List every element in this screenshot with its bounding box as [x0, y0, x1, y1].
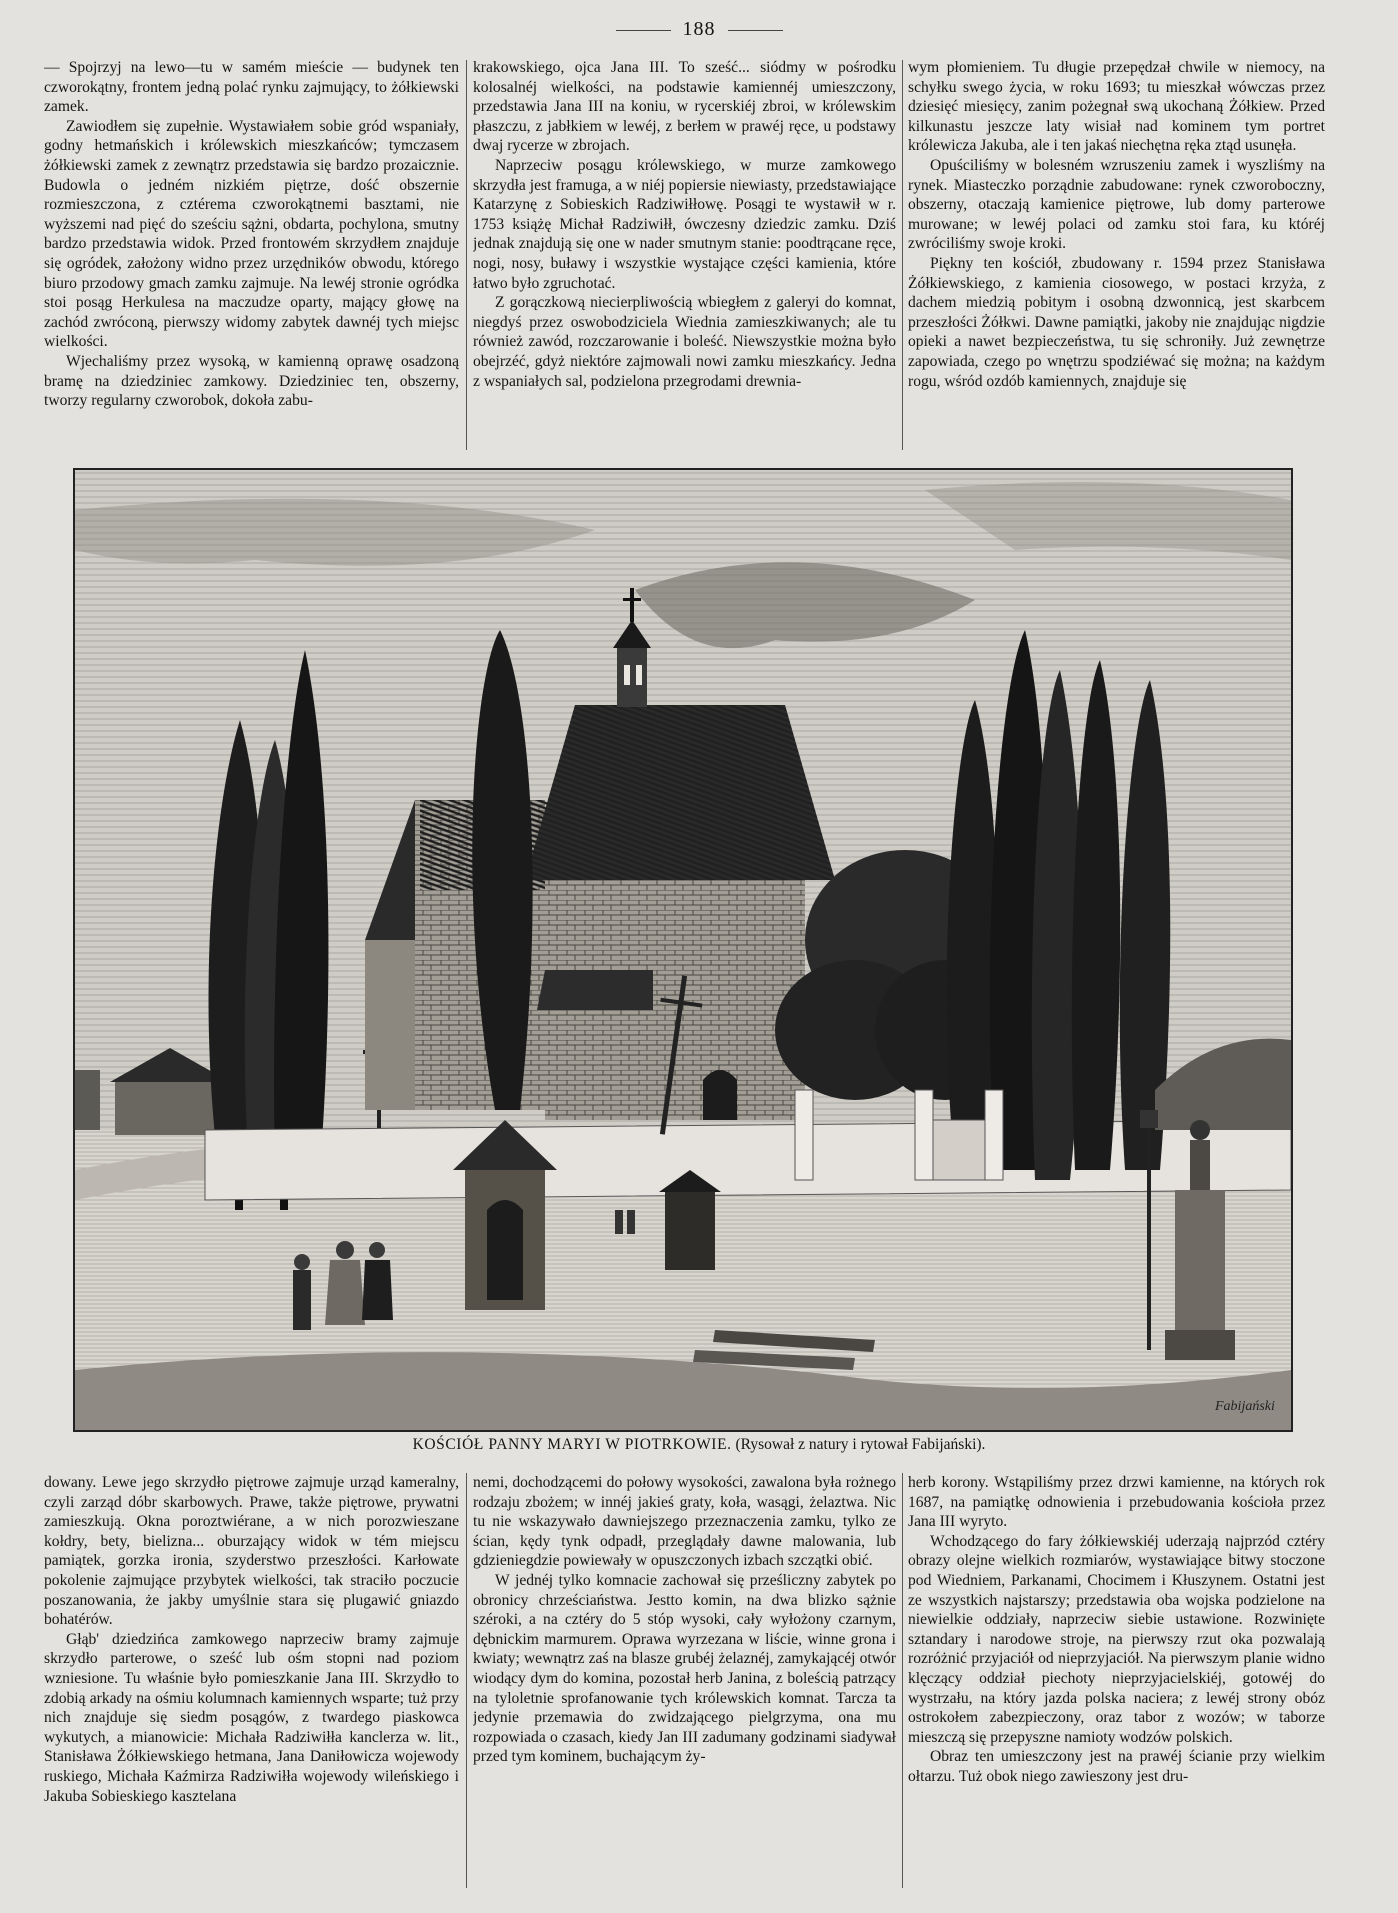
paragraph: dowany. Lewe jego skrzydło piętrowe zajmuje urząd kameralny, czyli zarząd dóbr skarbowych. Prawe, także piętrowe, prywatni zamieszkują. Okna poroztwiérane, a w nich porozwieszane kołdry, bety, bielizna... oburzający widok w tém miejscu pamiątek, gorzka ironia, szyderstwo przeszłości. Karłowate pokolenie zajmujące przybytek wielkości, tak straciło poczucie poszanowania, że jakby umyślnie stara się plugawić gniazdo bohatérów.: [44, 1474, 459, 1629]
church-engraving: [73, 468, 1293, 1432]
column-divider: [466, 60, 467, 450]
header-rule-right: [728, 30, 783, 31]
paragraph: Piękny ten kościół, zbudowany r. 1594 przez Stanisława Żółkiewskiego, z kamienia ciosowego, w postaci krzyża, z dachem miedzią pobitym i osobną dzwonnicą, jest skarbcem przeszłości Żółkwi. Dawne pamiątki, jakoby nie znajdując nigdzie opieki a nawet bezpieczeństwa, tu się schroniły. Już zewnętrze zapowiada, czego po wnętrzu spodziéwać się można; na każdym rogu, wśród ozdób kamiennych, znajduje się: [908, 254, 1325, 390]
column-divider: [902, 1473, 903, 1888]
paragraph: — Spojrzyj na lewo—tu w samém mieście — budynek ten czworokątny, frontem jedną polać rynku zajmujący, to żółkiewski zamek.: [44, 59, 459, 116]
paragraph: Zawiodłem się zupełnie. Wystawiałem sobie gród wspaniały, godny hetmańskich i królewskich mieszkańców; tymczasem żółkiewski zamek z zewnątrz przedstawia się bardzo prozaicznie. Budowla o jedném nizkiém piętrze, dość obszernie rozmieszczona, z cztérema czworokątnemi basztami, nie wyższemi nad pięć do sześciu sążni, obdarta, pochylona, smutny bardzo przedstawia widok. Przed frontowém skrzydłem znajduje się ogródek, założony widno przez urzędników obwodu, którego biuro przodowy gmach zamku zajmuje. Na lewéj stronie ogródka stoi posąg Herkulesa na maczudze oparty, mający głowę na zachód zwróconą, pierwszy widomy zabytek dawnéj tych miejsc wielkości.: [44, 117, 459, 351]
paragraph: Wjechaliśmy przez wysoką, w kamienną oprawę osadzoną bramę na dziedziniec zamkowy. Dziedziniec ten, obszerny, tworzy regularny czworobok, dokoła zabu-: [44, 352, 459, 410]
column-divider: [466, 1473, 467, 1888]
top-column-1: [44, 58, 459, 450]
paragraph: krakowskiego, ojca Jana III. To sześć... siódmy w pośrodku kolosalnéj wielkości, na podstawie kamiennéj umieszczony, przedstawia Jana III na koniu, w rycerskiéj zbroi, w królewskim płaszczu, z jabłkiem w lewéj, z berłem w prawéj ręce, u podstawy dwaj rycerze w zbrojach.: [473, 59, 896, 155]
paragraph: W jednéj tylko komnacie zachował się prześliczny zabytek po obronicy chrześciaństwa. Jestto komin, na dwa blizko sążnie széroki, a na cztéry do 5 stóp wysoki, cały wyłożony czarnym, dębnickim marmurem. Oprawa wyrzezana w liście, winne grona i kwiaty; wewnątrz zaś na blasze grubéj żelaznéj, zamykającéj otwór wiodący dym do komina, pozostał herb Janina, z boleścią patrzący na tyloletnie sprofanowanie tych królewskich komnat. Tarcza ta jedynie przemawia do zwidzającego pielgrzyma, ona mu rozpowiada o czasach, kiedy Jan III zadumany godzinami siadywał przed tym kominem, buchającym ży-: [473, 1571, 896, 1766]
bottom-column-1: [44, 1473, 459, 1888]
paragraph: Obraz ten umieszczony jest na prawéj ścianie przy wielkim ołtarzu. Tuż obok niego zawieszony jest dru-: [908, 1748, 1325, 1785]
page-number-header: [0, 18, 1398, 41]
caption-credit: (Rysował z natury i rytował Fabijański).: [735, 1436, 986, 1453]
engraving-illustration: [75, 470, 1291, 1430]
caption-title: KOŚCIÓŁ PANNY MARYI W PIOTRKOWIE.: [412, 1436, 732, 1453]
paragraph: Opuściliśmy w bolesném wzruszeniu zamek i wyszliśmy na rynek. Miasteczko porządnie zabudowane: rynek czworoboczny, obszerny, otaczają kamienice piętrowe, lub domy parterowe murowane; w lewéj polaci od zamku stoi fara, ku któréj zwróciliśmy swoje kroki.: [908, 156, 1325, 253]
bottom-column-3: [908, 1473, 1325, 1888]
artist-signature: Fabijański: [1215, 1399, 1275, 1414]
top-column-2: [473, 58, 896, 450]
top-column-3: [908, 58, 1325, 450]
paragraph: nemi, dochodzącemi do połowy wysokości, zawalona była rożnego rodzaju zbożem; w innéj jakieś graty, koła, wasągi, żelaztwa. Nic tu nie wskazywało dawniejszego przeznaczenia zamku, tylko ze ścian, kędy tynk odpadł, przeglądały dawne malowania, lub gdzieniegdzie powiewały w opuszczonych izbach szczątki obić.: [473, 1474, 896, 1570]
paragraph: Głąb' dziedzińca zamkowego naprzeciw bramy zajmuje skrzydło parterowe, o sześć lub ośm stopni nad poziom wzniesione. Tu właśnie było pomieszkanie Jana III. Skrzydło to zdobią arkady na ośmiu kolumnach kamiennych wsparte; tuż przy nich znajduje się siedm posągów, z twardego piaskowca wykutych, a mianowicie: Michała Radziwiłła kanclerza w. lit., Stanisława Żółkiewskiego hetmana, Jana Daniłowicza wojewody ruskiego, Michała Kaźmirza Radziwiłła wojewody wileńskiego i Jakuba Sobieskiego kasztelana: [44, 1630, 459, 1805]
column-divider: [902, 60, 903, 450]
paragraph: Wchodzącego do fary żółkiewskiéj uderzają najprzód cztéry obrazy olejne wielkich rozmiarów, wystawiające bitwy stoczone pod Wiedniem, Parkanami, Chocimem i Kłuszynem. Ostatni jest ze wszystkich najstarszy; przedstawia oba wojska podzielone na niewielkie oddziały, naprzeciw siebie ustawione. Rozwinięte sztandary i narodowe stroje, na pierwszy rzut oka pozwalają rozróżnić przyjaciół od nieprzyjaciół. Na pierwszym planie widno klęczący oddział piechoty nieprzyjacielskiéj, gotowéj do wystrzału, na który jazda polska naciera; z lewéj strony obóz ostrokołem zabezpieczony, oraz tabor z wozów; w taborze mieszczą się przepyszne namioty wodzów polskich.: [908, 1532, 1325, 1746]
paragraph: herb korony. Wstąpiliśmy przez drzwi kamienne, na których rok 1687, na pamiątkę odnowienia i przebudowania kościoła przez Jana III wyryto.: [908, 1474, 1325, 1531]
paragraph: wym płomieniem. Tu długie przepędzał chwile w niemocy, na schyłku swego życia, w roku 1693; tu mieszkał wówczas przez dziesięć miesięcy, zanim pożegnał swą ukochaną Żółkiew. Przed kilkunastu jeszcze laty wisiał nad kominem tym portret królewicza Jakuba, ale i ten jakaś niechętna ręka ztąd usunęła.: [908, 59, 1325, 155]
paragraph: Z gorączkową niecierpliwością wbiegłem z galeryi do komnat, niegdyś przez oswobodziciela Wiednia zamieszkiwanych; ale tu również zawód, rozczarowanie i boleść. Niewszystkie można było obejrzéć, gdyż niektóre zajmowali nowi zamku mieszkańcy. Jedna z wspaniałych sal, podzielona przegrodami drewnia-: [473, 294, 896, 390]
page-number: 188: [682, 18, 716, 40]
header-rule-left: [616, 30, 671, 31]
paragraph: Naprzeciw posągu królewskiego, w murze zamkowego skrzydła jest framuga, a w niéj popiersie niewiasty, przedstawiające Katarzynę z Sobieskich Radziwiłłowę. Posągi te wystawił w r. 1753 książę Michał Radziwiłł, ówczesny dziedzic zamku. Dziś jednak znajdują się one w nader smutnym stanie: poodtrącane ręce, nogi, nosy, buławy i wszystkie wystające części kamienia, które łatwo było zgruchotać.: [473, 156, 896, 292]
bottom-column-2: [473, 1473, 896, 1888]
figure-caption: [0, 1436, 1398, 1454]
